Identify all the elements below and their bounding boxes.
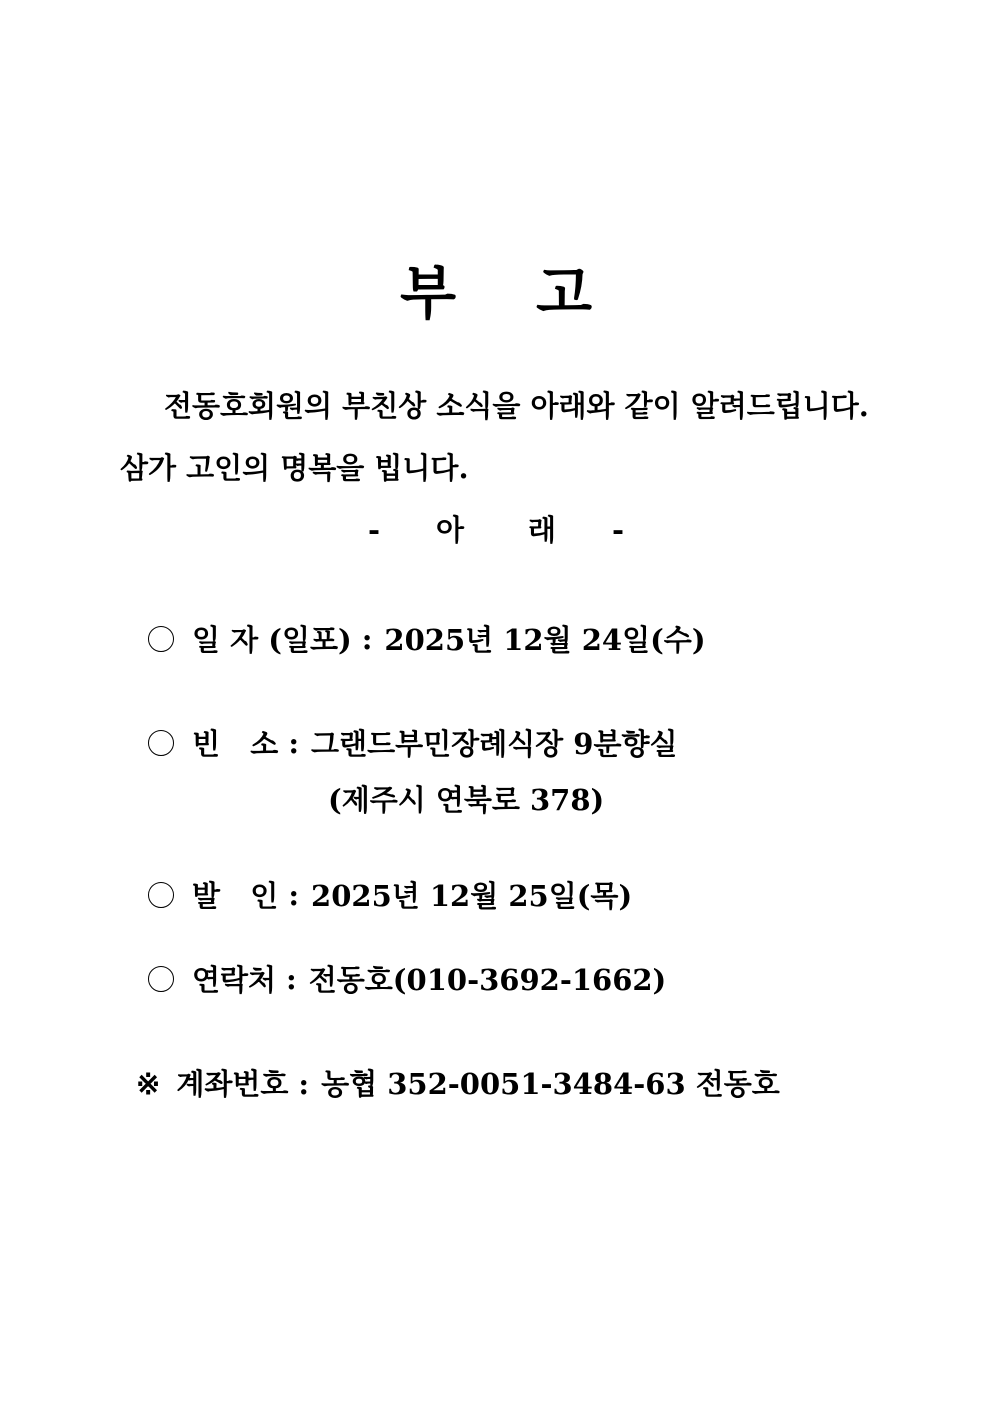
item-departure (148, 874, 632, 915)
circle-bullet-icon (148, 730, 174, 756)
colon: : (286, 961, 297, 996)
circle-bullet-icon (148, 882, 174, 908)
title-char-2: 고 (536, 259, 593, 327)
item-date-label: 일 자 (일포) (192, 623, 352, 657)
colon: : (361, 621, 373, 656)
intro-line-1: 전동호회원의 부친상 소식을 아래와 같이 알려드립니다. (164, 389, 869, 423)
bank-account (136, 1062, 780, 1103)
item-departure-value: 2025년 12월 25일(목) (311, 879, 633, 913)
sub-heading-dash-left: - (367, 513, 380, 547)
colon: : (288, 725, 300, 760)
reference-mark-icon: ※ (136, 1067, 161, 1101)
title-char-1: 부 (399, 259, 456, 327)
item-contact-value: 전동호(010-3692-1662) (308, 963, 667, 997)
colon: : (298, 1067, 310, 1101)
item-date (148, 618, 706, 659)
sub-heading-char-1: 아 (435, 513, 464, 547)
item-departure-label: 발 인 (192, 879, 279, 913)
sub-heading (0, 508, 992, 549)
sub-heading-char-2: 래 (528, 513, 557, 547)
circle-bullet-icon (148, 626, 174, 652)
item-venue-address: (제주시 연북로 378) (328, 783, 605, 817)
item-contact (148, 958, 666, 999)
bank-account-value: 농협 352-0051-3484-63 전동호 (321, 1067, 780, 1101)
sub-heading-dash-right: - (612, 513, 625, 547)
item-contact-label: 연락처 (192, 963, 277, 997)
item-venue-label: 빈 소 (192, 727, 279, 761)
page-title (0, 246, 992, 330)
colon: : (288, 877, 300, 912)
item-venue (148, 722, 678, 763)
item-date-value: 2025년 12월 24일(수) (384, 623, 706, 657)
bank-account-label: 계좌번호 (176, 1067, 289, 1101)
circle-bullet-icon (148, 966, 174, 992)
item-venue-value: 그랜드부민장례식장 9분향실 (311, 727, 678, 761)
intro-line-2: 삼가 고인의 명복을 빕니다. (120, 451, 469, 485)
